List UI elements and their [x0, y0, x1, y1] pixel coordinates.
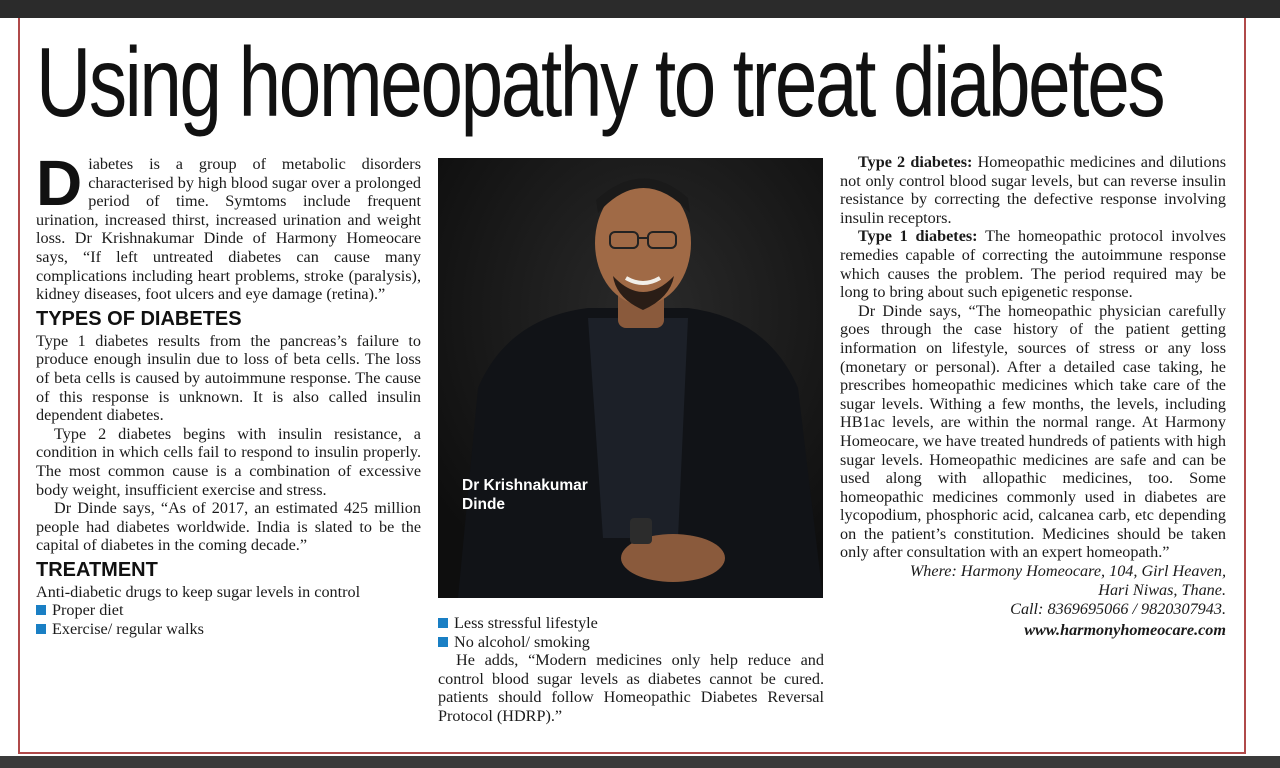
website-link[interactable]: www.harmonyhomeocare.com	[1024, 621, 1226, 640]
bottom-border	[0, 756, 1280, 768]
types-paragraph-2: Type 2 diabetes begins with insulin resistance, a condition in which cells fail to respond to insulin properly. The most common cause is a combination of excessive body weight, insufficient exercise and stress.	[36, 424, 421, 499]
address-line: Where: Harmony Homeocare, 104, Girl Heaven,	[909, 562, 1226, 581]
types-heading: TYPES OF DIABETES	[36, 307, 242, 330]
column-right	[840, 153, 1226, 640]
square-bullet-icon	[438, 637, 448, 647]
contact-block	[840, 562, 1226, 619]
bullet-item: No alcohol/ smoking	[438, 633, 824, 652]
intro-text: iabetes is a group of metabolic disorders characterised by high blood sugar over a prolonged period of time. Symtoms include frequent urination, increased thirst, increased urination and weight loss. Dr Krishnakumar Dinde of Harmony Homeocare says, “If left untreated diabetes can cause many complications including heart problems, stroke (paralysis), kidney diseases, foot ulcers and eye damage (retina).”	[36, 155, 421, 304]
top-border	[0, 0, 1280, 18]
type2-paragraph: Type 2 diabetes: Homeopathic medicines and dilutions not only control blood sugar levels, but can reverse insulin resistance by correcting the defective response involving insulin receptors.	[840, 153, 1226, 227]
dinde-quote-paragraph: Dr Dinde says, “The homeopathic physician carefully goes through the case history of the patient getting information on lifestyle, sources of stress or any loss (monetary or personal). After a detailed case taking, he prescribes homeopathic medicines which take care of the sugar levels. Withing a few months, the levels, including HB1ac levels, are within the normal range. At Harmony Homeocare, we have treated hundreds of patients with high sugar levels. Homeopathic medicines are safe and can be used along with allopathic medicines, too. Some homeopathic medicines commonly used in diabetes are lycopodium, phosphoric acid, calcanea carb, etc depending on the patient’s constitution. Medicines should be taken only after consultation with an expert homeopath.”	[840, 301, 1226, 562]
treatment-intro: Anti-diabetic drugs to keep sugar levels in control	[36, 582, 361, 601]
types-paragraph-3: Dr Dinde says, “As of 2017, an estimated 425 million people had diabetes worldwide. India is slated to be the capital of diabetes in the coming decade.”	[36, 499, 421, 555]
phone-line: Call: 8369695066 / 9820307943.	[1010, 600, 1226, 619]
types-paragraph-1: Type 1 diabetes results from the pancreas’s failure to produce enough insulin due to loss of beta cells. The loss of beta cells is caused by autoimmune response. The cause of this response is unknown. It is also called insulin dependent diabetes.	[36, 331, 421, 425]
bullet-item: Less stressful lifestyle	[438, 614, 824, 633]
treatment-heading: TREATMENT	[36, 558, 158, 581]
square-bullet-icon	[36, 605, 46, 615]
column-left	[36, 147, 421, 639]
photo-caption: Dr Krishnakumar Dinde	[462, 477, 588, 513]
type1-paragraph: Type 1 diabetes: The homeopathic protocol involves remedies capable of correcting the autoimmune response which causes the problem. The period required may be long to bring about such epigenetic response.	[840, 227, 1226, 302]
bullet-item: Exercise/ regular walks	[36, 620, 421, 639]
portrait-illustration	[438, 158, 823, 598]
headline: Using homeopathy to treat diabetes	[36, 27, 1164, 137]
column-middle	[438, 614, 824, 726]
square-bullet-icon	[438, 618, 448, 628]
intro-paragraph	[36, 147, 421, 304]
square-bullet-icon	[36, 624, 46, 634]
portrait-photo	[438, 158, 823, 598]
address-line: Hari Niwas, Thane.	[1098, 581, 1226, 600]
drop-cap: D	[36, 147, 83, 219]
bullet-item: Proper diet	[36, 601, 421, 620]
treatment-quote: He adds, “Modern medicines only help reduce and control blood sugar levels as diabetes cannot be cured. patients should follow Homeopathic Diabetes Reversal Protocol (HDRP).”	[438, 651, 824, 725]
